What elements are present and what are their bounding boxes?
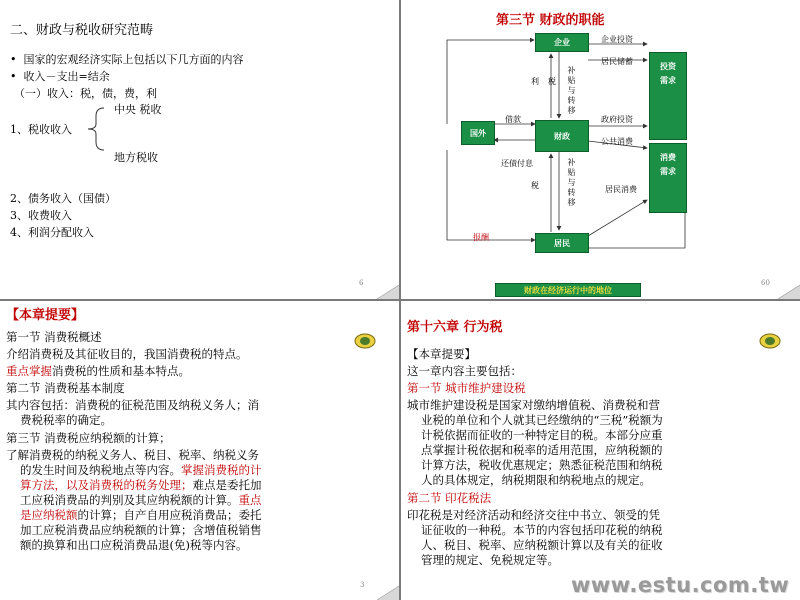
slide2-title: 第三节 财政的职能 xyxy=(496,13,605,28)
text-line: 工应税消费品的判别及其应纳税额的计算。重点 xyxy=(20,493,262,507)
emblem-icon xyxy=(354,333,376,349)
finance-box: 财政 xyxy=(535,120,589,152)
page-number: 3 xyxy=(360,581,365,589)
slide-fiscal-functions xyxy=(401,0,800,299)
text-line: 业税的单位和个人就其已经缴纳的“三税”税额为 xyxy=(421,413,663,427)
enterprise-investment-label: 企业投资 xyxy=(601,35,633,44)
residents-box: 居民 xyxy=(535,233,589,253)
income-line: （一）收入：税，债，费，利 xyxy=(14,87,157,100)
remuneration-label: 报酬 xyxy=(473,233,489,242)
text-line: 重点掌握消费税的性质和基本特点。 xyxy=(6,364,190,378)
text-line: 费税税率的确定。 xyxy=(20,413,112,427)
income-item: 4、利润分配收入 xyxy=(10,226,94,239)
income-item: 3、收费收入 xyxy=(10,209,72,222)
consumption-demand-box: 消费需求 xyxy=(649,143,687,213)
text-line: 城市维护建设税是国家对缴纳增值税、消费税和营 xyxy=(407,398,660,412)
tax-income-label: 1、税收收入 xyxy=(10,123,72,136)
tax-label: 税 xyxy=(531,181,539,190)
borrowing-label: 借款 xyxy=(505,115,521,124)
page-curl-icon xyxy=(377,586,399,600)
bullet-item: • 收入－支出=结余 xyxy=(10,70,110,83)
slide-fiscal-scope xyxy=(0,0,399,299)
subsidy-transfer-label: 补贴与转移 xyxy=(567,158,576,207)
section-title: 第一节 消费税概述 xyxy=(6,330,102,344)
section-title: 第三节 消费税应纳税额的计算； xyxy=(6,431,171,445)
tax-label: 税 xyxy=(548,77,556,86)
local-tax-label: 地方税收 xyxy=(114,151,158,164)
text-line: 的发生时间及纳税地点等内容。掌握消费税的计 xyxy=(20,463,262,477)
intro-text: 这一章内容主要包括： xyxy=(407,364,522,378)
text-line: 了解消费税的纳税义务人、税目、税率、纳税义务 xyxy=(6,448,259,462)
page-number: 60 xyxy=(761,279,770,287)
chapter-title: 第十六章 行为税 xyxy=(407,320,503,335)
foreign-box: 国外 xyxy=(461,121,495,145)
page-number: 6 xyxy=(359,279,364,287)
profit-label: 利 xyxy=(531,77,539,86)
text-line: 证征收的一种税。本节的内容包括印花税的纳税 xyxy=(421,523,663,537)
slide-behavior-tax xyxy=(401,301,800,600)
text-line: 管理的规定、免税规定等。 xyxy=(421,553,559,567)
subsidy-transfer-label: 补贴与转移 xyxy=(567,66,576,115)
section-title: 第二节 印花税法 xyxy=(407,491,492,505)
investment-demand-box: 投资需求 xyxy=(649,52,687,140)
text-line: 人的具体规定，纳税期限和纳税地点的规定。 xyxy=(421,473,651,487)
text-line: 印花税是对经济活动和经济交往中书立、领受的凭 xyxy=(407,508,660,522)
text-line: 额的换算和出口应税消费品退(免)税等内容。 xyxy=(20,538,248,552)
gov-investment-label: 政府投资 xyxy=(601,115,633,124)
bullet-item: • 国家的宏观经济实际上包括以下几方面的内容 xyxy=(10,53,244,66)
summary-heading: 【本章提要】 xyxy=(407,347,476,361)
page-curl-icon xyxy=(377,285,399,299)
text-line: 计税依据而征收的一种特定目的税。本部分应重 xyxy=(421,428,663,442)
page-curl-icon xyxy=(778,285,800,299)
text-line: 算方法，以及消费税的税务处理；难点是委托加 xyxy=(20,478,262,492)
caption-banner: 财政在经济运行中的地位 xyxy=(495,283,641,297)
text-line: 加工应税消费品应纳税额的计算；含增值税销售 xyxy=(20,523,262,537)
text-line: 介绍消费税及其征收目的，我国消费税的特点。 xyxy=(6,347,248,361)
brace-icon xyxy=(84,106,106,152)
text-line: 是应纳税额的计算；自产自用应税消费品；委托 xyxy=(20,508,262,522)
text-line: 点掌握计税依据和税率的适用范围，应纳税额的 xyxy=(421,443,663,457)
central-tax-label: 中央 税收 xyxy=(114,103,162,116)
text-line: 其内容包括：消费税的征税范围及纳税义务人；消 xyxy=(6,398,259,412)
text-line: 人、税目、税率、应纳税额计算以及有关的征收 xyxy=(421,538,663,552)
section-title: 第二节 消费税基本制度 xyxy=(6,381,125,395)
slide3-heading: 【本章提要】 xyxy=(6,308,85,323)
public-consumption-label: 公共消费 xyxy=(601,137,633,146)
resident-consumption-label: 居民消费 xyxy=(605,185,637,194)
section-title: 第一节 城市维护建设税 xyxy=(407,381,526,395)
enterprise-box: 企业 xyxy=(535,33,589,52)
income-item: 2、债务收入（国债） xyxy=(10,192,116,205)
resident-savings-label: 居民储蓄 xyxy=(601,57,633,66)
slide1-heading: 二、财政与税收研究范畴 xyxy=(10,23,154,38)
watermark: www.estu.com.tw xyxy=(571,573,790,597)
repay-interest-label: 还债付息 xyxy=(501,159,533,168)
slide-consumption-tax xyxy=(0,301,399,600)
emblem-icon xyxy=(759,333,781,349)
text-line: 计算方法，税收优惠规定；熟悉征税范围和纳税 xyxy=(421,458,663,472)
